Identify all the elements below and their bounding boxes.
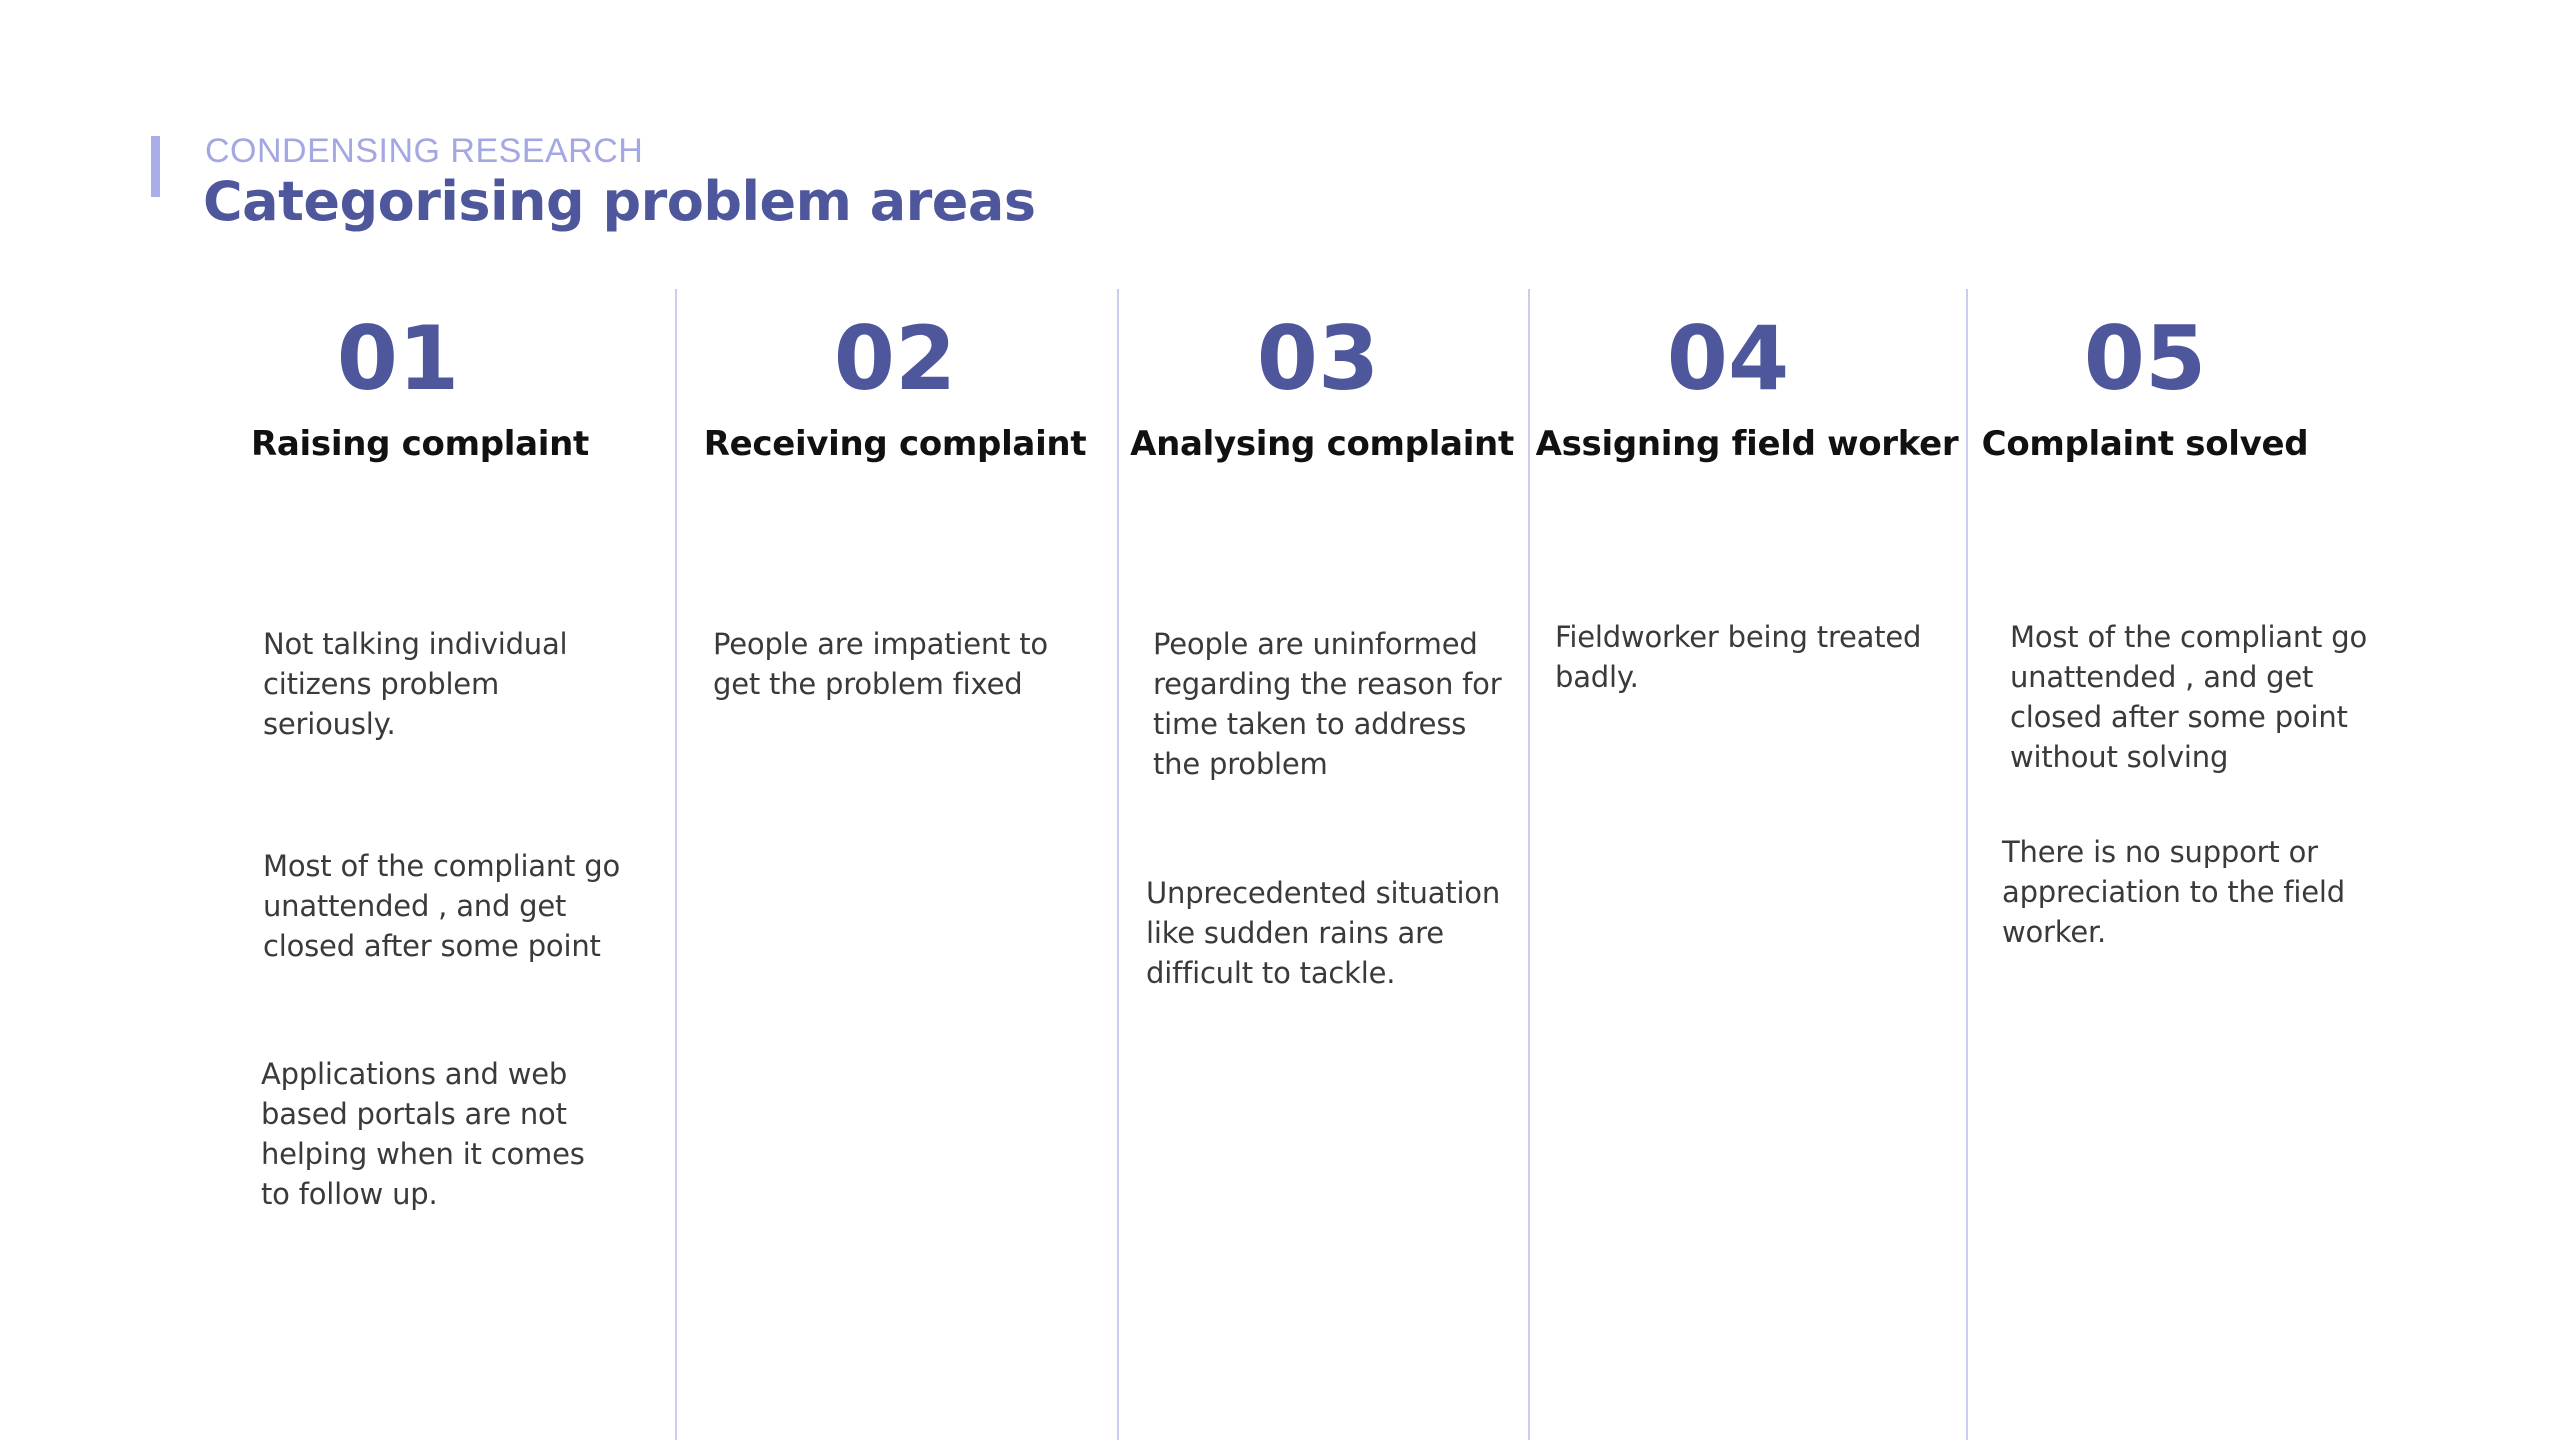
problem-point: People are uninformed regarding the reason for time taken to address the problem	[1153, 627, 1502, 781]
problem-point: Most of the compliant go unattended , and get closed after some point without solving	[2010, 620, 2367, 774]
problem-point: Applications and web based portals are not helping when it comes to follow up.	[261, 1057, 585, 1211]
problem-point: Most of the compliant go unattended , and get closed after some point	[263, 849, 620, 963]
problem-point: There is no support or appreciation to the field worker.	[2002, 835, 2345, 949]
header-accent-bar	[151, 136, 160, 197]
stage-title: Analysing complaint	[1130, 424, 1514, 464]
section-eyebrow: CONDENSING RESEARCH	[205, 132, 644, 170]
problem-point: Unprecedented situation like sudden rains are difficult to tackle.	[1146, 876, 1501, 990]
problem-point: People are impatient to get the problem fixed	[713, 627, 1048, 701]
column-divider	[1528, 289, 1530, 1440]
stage-title: Raising complaint	[251, 424, 589, 464]
problem-point: Not talking individual citizens problem seriously.	[263, 627, 568, 741]
page-title: Categorising problem areas	[203, 170, 1036, 233]
stage-number: 01	[336, 307, 460, 410]
column-divider	[675, 289, 677, 1440]
problem-point: Fieldworker being treated badly.	[1555, 620, 1922, 694]
stage-title: Receiving complaint	[703, 424, 1087, 464]
stage-number: 05	[2083, 307, 2207, 410]
column-divider	[1966, 289, 1968, 1440]
stage-number: 03	[1256, 307, 1380, 410]
stage-number: 04	[1666, 307, 1790, 410]
column-divider	[1117, 289, 1119, 1440]
stage-title: Assigning field worker	[1535, 424, 1959, 464]
stage-title: Complaint solved	[1981, 424, 2309, 464]
stage-number: 02	[833, 307, 957, 410]
